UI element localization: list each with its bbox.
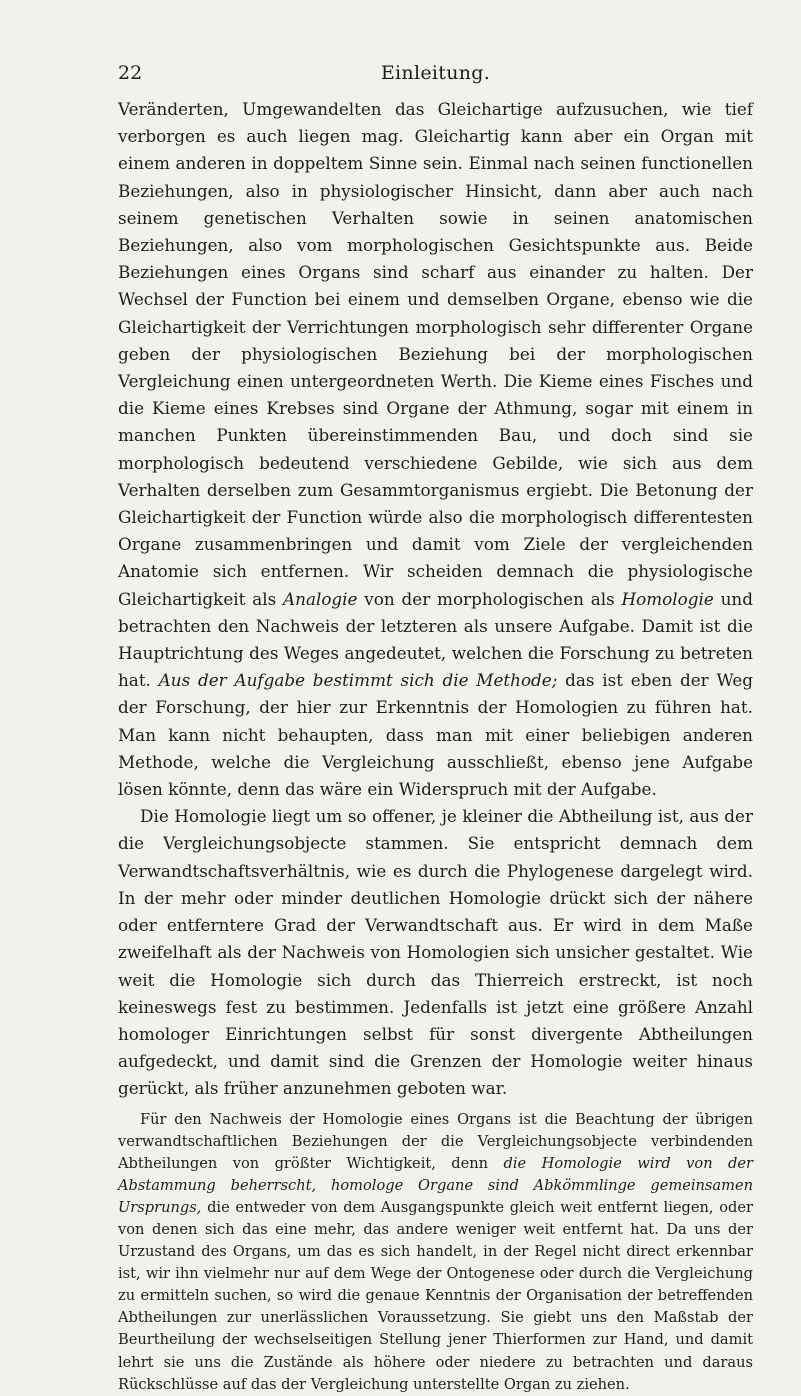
text-span: Für den Nachweis der Homologie eines Organs ist die Beachtung der übrigen verwandtschaftlichen Beziehungen der die Vergleichungsobjecte verbindenden Abtheilungen von größter Wichtigkeit, denn: [118, 1110, 753, 1172]
emphasis-analogie: Analogie: [283, 588, 358, 609]
page-header: [118, 0, 753, 96]
text-span: das ist eben der Weg der Forschung, der hier zur Erkenntnis der Homologien zu führen hat. Man kann nicht behaupten, dass man mit einer beliebigen anderen Methode, welche die Vergleichung ausschließt, ebenso jene Aufgabe lösen könnte, denn das wäre ein Widerspruch mit der Aufgabe.: [118, 670, 753, 800]
text-span: die entweder von dem Ausgangspunkte gleich weit entfernt liegen, oder von denen sich das eine mehr, das andere weniger weit entfernt hat. Da uns der Urzustand des Organs, um das es sich handelt, in der Regel nicht direct erkennbar ist, wir ihn vielmehr nur auf dem Wege der Ontogenese oder durch die Vergleichung zu ermitteln suchen, so wird die genaue Kenntnis der Organisation der betreffenden Abtheilungen zur unerlässlichen Voraussetzung. Sie giebt uns den Maßstab der Beurtheilung der wechselseitigen Stellung jener Thierformen zur Hand, und damit lehrt sie uns die Zustände als höhere oder niedere zu betrachten und daraus Rückschlüsse auf das der Vergleichung unterstellte Organ zu ziehen.: [118, 1198, 753, 1393]
emphasis-homologie: Homologie: [621, 588, 714, 609]
small-print-section: [118, 1109, 753, 1396]
paragraph-3: [118, 1109, 753, 1396]
page-number: 22: [118, 62, 143, 84]
text-span: und betrachten den Nachweis der letzteren als unsere Aufgabe. Damit ist die Hauptrichtung des Weges angedeutet, welchen die Forschung zu betreten hat.: [118, 588, 753, 691]
emphasis-methode: Aus der Aufgabe bestimmt sich die Methode;: [158, 670, 558, 691]
text-span: Veränderten, Umgewandelten das Gleichartige aufzusuchen, wie tief verborgen es auch liegen mag. Gleichartig kann aber ein Organ mit einem anderen in doppeltem Sinne sein. Einmal nach seinen functionellen Beziehungen, also in physiologischer Hinsicht, dann aber auch nach seinem genetischen Verhalten sowie in seinen anatomischen Beziehungen, also vom morphologischen Gesichtspunkte aus. Beide Beziehungen eines Organs sind scharf aus einander zu halten. Der Wechsel der Function bei einem und demselben Organe, ebenso wie die Gleichartigkeit der Verrichtungen morphologisch sehr differenter Organe geben der physiologischen Beziehung bei der morphologischen Vergleichung einen untergeordneten Werth. Die Kieme eines Fisches und die Kieme eines Krebses sind Organe der Athmung, sogar mit einem in manchen Punkten übereinstimmenden Bau, und doch sind sie morphologisch bedeutend verschiedene Gebilde, wie sich aus dem Verhalten derselben zum Gesammtorganismus ergiebt. Die Betonung der Gleichartigkeit der Function würde also die morphologisch differentesten Organe zusammenbringen und damit vom Ziele der vergleichenden Anatomie sich entfernen. Wir scheiden demnach die physiologische Gleichartigkeit als: [118, 99, 753, 609]
emphasis-abstammung: die Homologie wird von der Abstammung beherrscht, homologe Organe sind Abkömmlinge gemeinsamen Ursprungs,: [118, 1154, 753, 1216]
paragraph-2: Die Homologie liegt um so offener, je kleiner die Abtheilung ist, aus der die Vergleichungsobjecte stammen. Sie entspricht demnach dem Verwandtschaftsverhältnis, wie es durch die Phylogenese dargelegt wird. In der mehr oder minder deutlichen Homologie drückt sich der nähere oder entferntere Grad der Verwandtschaft aus. Er wird in dem Maße zweifelhaft als der Nachweis von Homologien sich unsicher gestaltet. Wie weit die Homologie sich durch das Thierreich erstreckt, ist noch keineswegs fest zu bestimmen. Jedenfalls ist jetzt eine größere Anzahl homologer Einrichtungen selbst für sonst divergente Abtheilungen aufgedeckt, und damit sind die Grenzen der Homologie weiter hinaus gerückt, als früher anzunehmen geboten war.: [118, 806, 753, 1099]
text-span: von der morphologischen als: [357, 588, 622, 609]
running-head: Einleitung.: [380, 62, 491, 84]
paragraph-1: [118, 96, 753, 803]
body-text: [118, 96, 753, 1103]
